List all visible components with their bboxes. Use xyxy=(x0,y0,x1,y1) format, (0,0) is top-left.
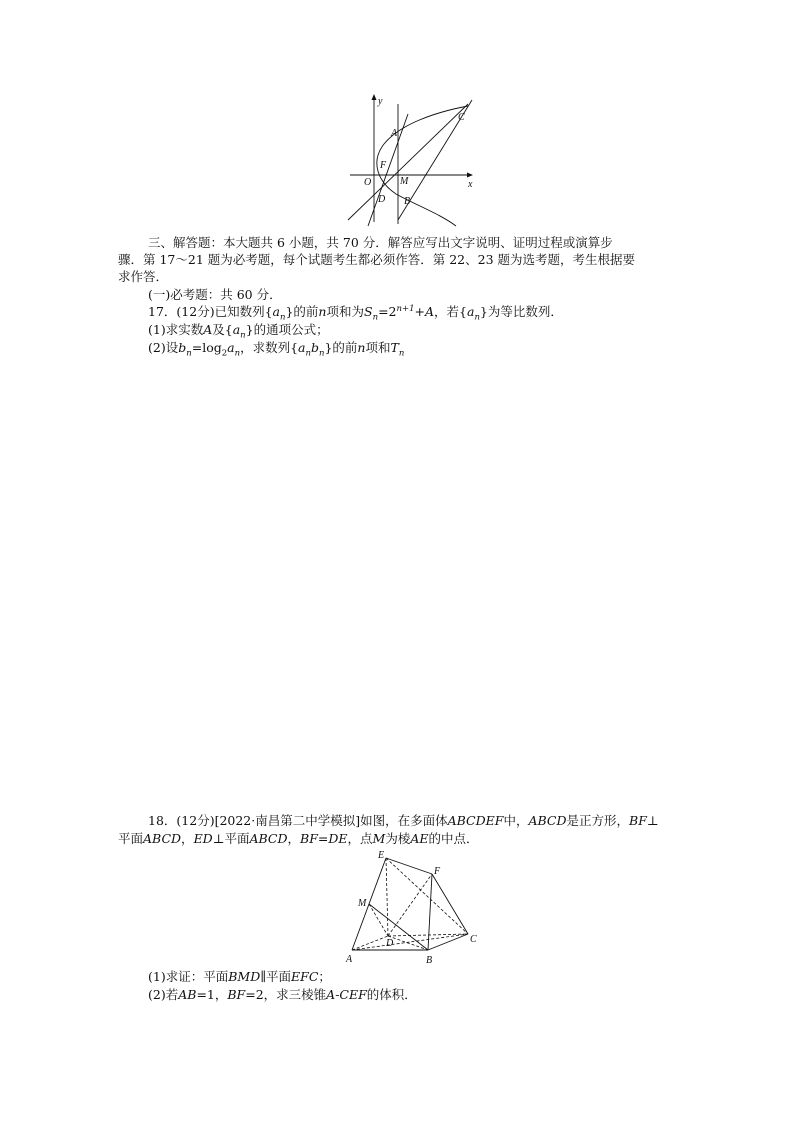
q18-perp: ⊥ xyxy=(646,813,659,828)
label-O: O xyxy=(364,177,372,188)
q18-stem-line1 xyxy=(148,812,659,829)
q17-n-sub2: n xyxy=(474,312,480,323)
q17-part2-mid2: }的前 xyxy=(324,340,358,355)
q18-part1-suffix: ； xyxy=(318,969,331,984)
edge-EF xyxy=(386,858,432,874)
q18-ACEF: A-CEF xyxy=(326,987,367,1002)
q17-stem-mid2: 项和为 xyxy=(326,304,364,319)
q18-BMD: BMD xyxy=(228,969,261,984)
q18-comma: ， xyxy=(181,831,194,846)
q17-part2-b2-sub: n xyxy=(318,348,325,359)
q18-BF: BF xyxy=(629,813,647,828)
q18-line2-prefix: 平面 xyxy=(118,831,144,846)
section3-heading-line2: 骤．第 17～21 题为必考题，每个试题考生都必须作答．第 22、23 题为选考题，考生根据要 xyxy=(118,252,636,267)
q17-a: a xyxy=(272,304,280,319)
q18-AB: AB xyxy=(178,987,197,1002)
q17-part1-suffix: }的通项公式； xyxy=(245,322,329,337)
label-C: C xyxy=(470,934,477,945)
label-C: C xyxy=(458,112,465,123)
q18-part1-mid: ∥平面 xyxy=(260,969,292,984)
q18-line2-mid3: ，点 xyxy=(347,831,373,846)
q18-part2 xyxy=(148,986,417,1003)
q18-BF-3: BF xyxy=(227,987,246,1002)
edge-FB xyxy=(428,874,432,950)
q17-stem-mid5: ，若{ xyxy=(434,304,467,319)
q17-part2-b-sub: n xyxy=(186,348,192,359)
label-M: M xyxy=(358,898,367,909)
q17-part1 xyxy=(148,321,329,341)
label-F: F xyxy=(434,866,441,877)
q17-A: A xyxy=(425,304,435,319)
q18-line1-prefix: 18．(12分)[2022·南昌第二中学模拟]如图，在多面体 xyxy=(148,813,448,828)
q18-part1-prefix: (1)求证：平面 xyxy=(148,969,229,984)
q17-part1-prefix: (1)求实数 xyxy=(148,322,204,337)
q17-part2-mid3: 项和 xyxy=(365,340,391,355)
q17-stem-suffix: }为等比数列． xyxy=(479,304,563,319)
edge-MB xyxy=(369,904,428,950)
q17-stem-prefix: 17．(12分)已知数列{ xyxy=(148,304,273,319)
q18-ABCD: ABCD xyxy=(528,813,567,828)
q17-part2-a-sub: n xyxy=(234,348,241,359)
q18-AE: AE xyxy=(410,831,429,846)
q18-ABCD-2: ABCD xyxy=(143,831,182,846)
x-axis-arrow xyxy=(467,173,473,178)
edge-FC xyxy=(432,874,468,934)
label-A: A xyxy=(391,128,398,139)
figure-parabola-lines xyxy=(340,92,490,228)
q18-DE: DE xyxy=(328,831,348,846)
label-A: A xyxy=(346,954,353,965)
q17-part2-mid: ，求数列{ xyxy=(240,340,299,355)
section3-heading-line1: 三、解答题：本大题共 6 小题，共 70 分．解答应写出文字说明、证明过程或演算步 xyxy=(148,235,613,250)
q17-part2 xyxy=(148,339,405,359)
figure-polyhedron xyxy=(342,846,482,966)
q17-stem xyxy=(148,303,563,323)
q17-part2-T: T xyxy=(390,340,399,355)
q18-part2-eq2: =2，求三棱锥 xyxy=(245,987,327,1002)
q17-a2: a xyxy=(466,304,475,319)
q17-stem-mid1: }的前 xyxy=(285,304,319,319)
q17-exponent: n+1 xyxy=(396,303,415,314)
parabola-curve xyxy=(377,106,468,226)
label-E: E xyxy=(378,850,385,861)
q17-part1-mid: 及{ xyxy=(212,322,233,337)
q17-n-sub: n xyxy=(279,312,286,323)
q18-eq: = xyxy=(317,831,329,846)
q18-part2-eq1: =1， xyxy=(196,987,228,1002)
hidden-EC xyxy=(386,858,468,934)
q18-ABCD-3: ABCD xyxy=(249,831,288,846)
q18-comma-2: ， xyxy=(287,831,301,846)
q18-ED: ED xyxy=(193,831,213,846)
section3-heading-line3: 求作答． xyxy=(118,269,169,284)
q18-part1 xyxy=(148,968,331,985)
label-B: B xyxy=(426,955,433,966)
q17-part2-prefix: (2)设 xyxy=(148,340,179,355)
q17-S-sub: n xyxy=(372,312,379,323)
q18-EFC: EFC xyxy=(291,969,319,984)
q18-line1-mid: 中， xyxy=(503,813,529,828)
q17-part2-n: n xyxy=(357,340,366,355)
q17-part2-a2-sub: n xyxy=(305,348,311,359)
q18-BF-2: BF xyxy=(300,831,318,846)
hidden-ED xyxy=(386,858,388,936)
q18-M: M xyxy=(372,831,386,846)
q17-n: n xyxy=(318,304,327,319)
label-y: y xyxy=(378,96,383,107)
y-axis-arrow xyxy=(372,94,377,100)
q17-stem-mid4: + xyxy=(414,304,425,319)
q17-part2-eq: =log xyxy=(191,340,222,355)
q17-part1-A: A xyxy=(203,322,213,337)
label-M: M xyxy=(400,176,409,187)
q17-part1-n-sub: n xyxy=(240,330,246,341)
q18-stem-line2 xyxy=(118,830,479,847)
q17-part2-T-sub: n xyxy=(398,348,405,359)
q17-stem-mid3: =2 xyxy=(378,304,397,319)
hidden-DF xyxy=(388,874,432,936)
q17-S: S xyxy=(364,304,373,319)
q17-part2-log-base: 2 xyxy=(221,348,228,359)
q18-line2-mid: ⊥平面 xyxy=(212,831,250,846)
q18-part2-prefix: (2)若 xyxy=(148,987,179,1002)
section3-required-note: (一)必考题：共 60 分． xyxy=(148,287,282,302)
q18-part2-suffix: 的体积． xyxy=(366,987,417,1002)
q17-part2-b: b xyxy=(178,340,187,355)
hidden-MD xyxy=(369,904,388,936)
hidden-DC xyxy=(388,934,468,936)
q17-part2-a2: a xyxy=(298,340,306,355)
q17-part2-a: a xyxy=(227,340,235,355)
label-D: D xyxy=(386,938,394,949)
hidden-DB xyxy=(388,936,428,950)
label-x: x xyxy=(468,179,473,190)
hidden-AD xyxy=(352,936,388,950)
q17-part1-a: a xyxy=(232,322,241,337)
q17-part2-b2: b xyxy=(310,340,319,355)
label-B: B xyxy=(404,196,411,207)
label-F: F xyxy=(380,160,387,171)
label-D: D xyxy=(378,194,386,205)
q18-line2-suffix: 的中点． xyxy=(428,831,479,846)
q18-line2-mid4: 为棱 xyxy=(385,831,411,846)
q18-ABCDEF: ABCDEF xyxy=(447,813,504,828)
q18-line1-mid2: 是正方形， xyxy=(566,813,630,828)
